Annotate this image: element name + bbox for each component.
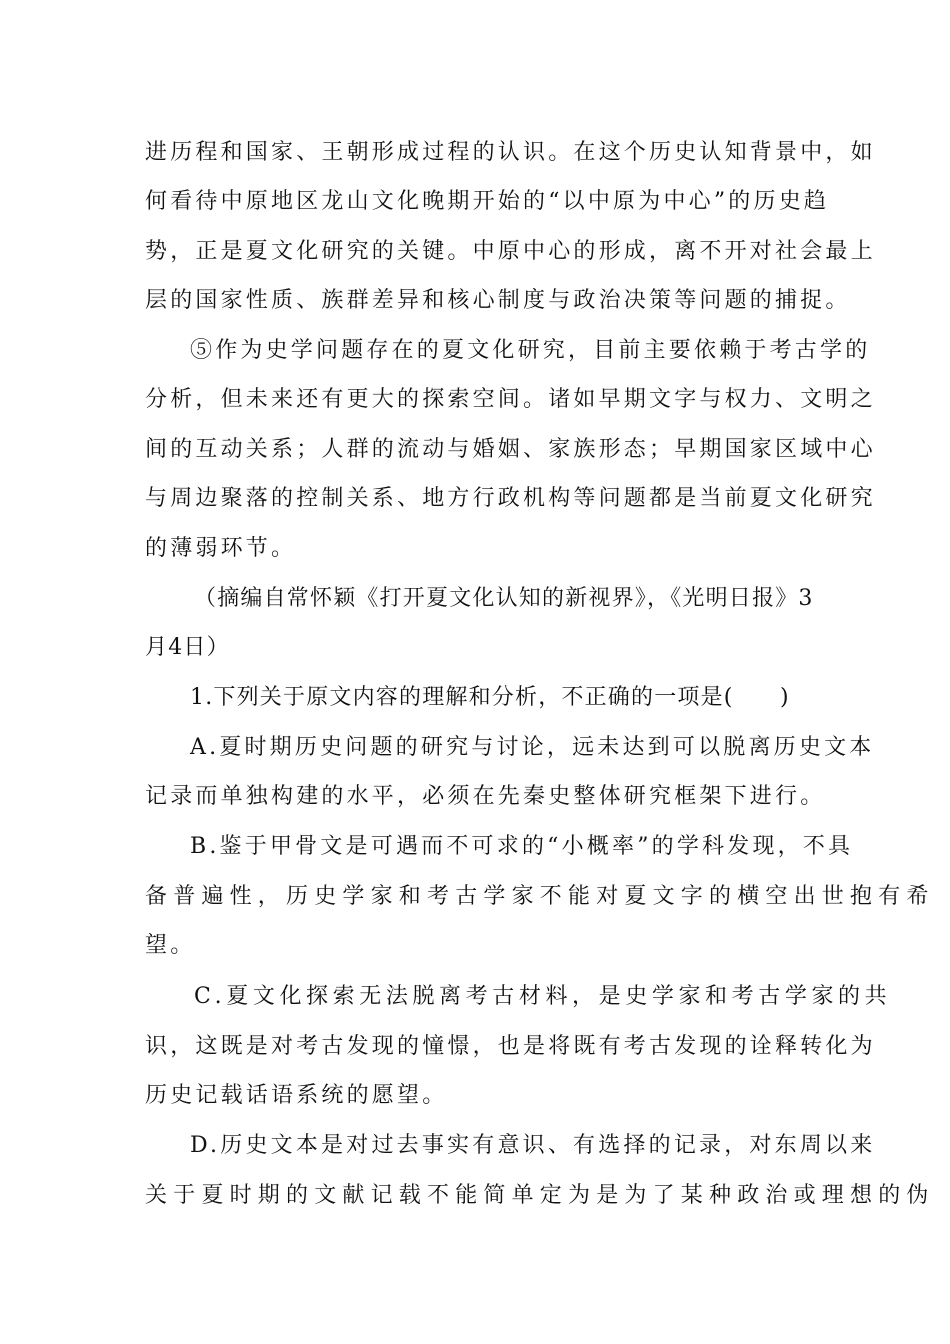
option-c-continued: 识，这既是对考古发现的憧憬，也是将既有考古发现的诠释转化为 [145,1034,876,1059]
text-line: 势，正是夏文化研究的关键。中原中心的形成，离不开对社会最上 [145,239,876,264]
option-a-continued: 记录而单独构建的水平，必须在先秦史整体研究框架下进行。 [145,784,826,809]
paragraph-5-first-line: ⑤作为史学问题存在的夏文化研究，目前主要依赖于考古学的 [190,338,871,363]
option-d: D.历史文本是对过去事实有意识、有选择的记录，对东周以来 [190,1133,876,1158]
text-line: 间的互动关系；人群的流动与婚姻、家族形态；早期国家区域中心 [145,437,876,462]
text-line: 的薄弱环节。 [145,536,297,561]
text-line: 进历程和国家、王朝形成过程的认识。在这个历史认知背景中，如 [145,140,876,165]
source-citation-continued: 月4日） [145,635,230,660]
text-line: 何看待中原地区龙山文化晚期开始的“以中原为中心”的历史趋 [145,189,830,214]
option-a: A.夏时期历史问题的研究与讨论，远未达到可以脱离历史文本 [190,735,875,760]
option-c: C.夏文化探索无法脱离考古材料，是史学家和考古学家的共 [194,984,892,1009]
text-line: 层的国家性质、族群差异和核心制度与政治决策等问题的捕捉。 [145,288,851,313]
option-d-continued: 关于夏时期的文献记载不能简单定为是为了某种政治或理想的伪 [145,1183,935,1208]
option-c-continued: 历史记载话语系统的愿望。 [145,1083,448,1108]
option-b: B.鉴于甲骨文是可遇而不可求的“小概率”的学科发现，不具 [190,834,854,859]
question-stem: 1.下列关于原文内容的理解和分析，不正确的一项是( ) [190,685,790,710]
option-b-continued: 备普遍性，历史学家和考古学家不能对夏文字的横空出世抱有希 [145,884,935,909]
option-b-continued: 望。 [145,933,196,958]
text-line: 与周边聚落的控制关系、地方行政机构等问题都是当前夏文化研究 [145,486,876,511]
source-citation: （摘编自常怀颖《打开夏文化认知的新视界》，《光明日报》3 [194,586,814,611]
text-line: 分析，但未来还有更大的探索空间。诸如早期文字与权力、文明之 [145,387,876,412]
